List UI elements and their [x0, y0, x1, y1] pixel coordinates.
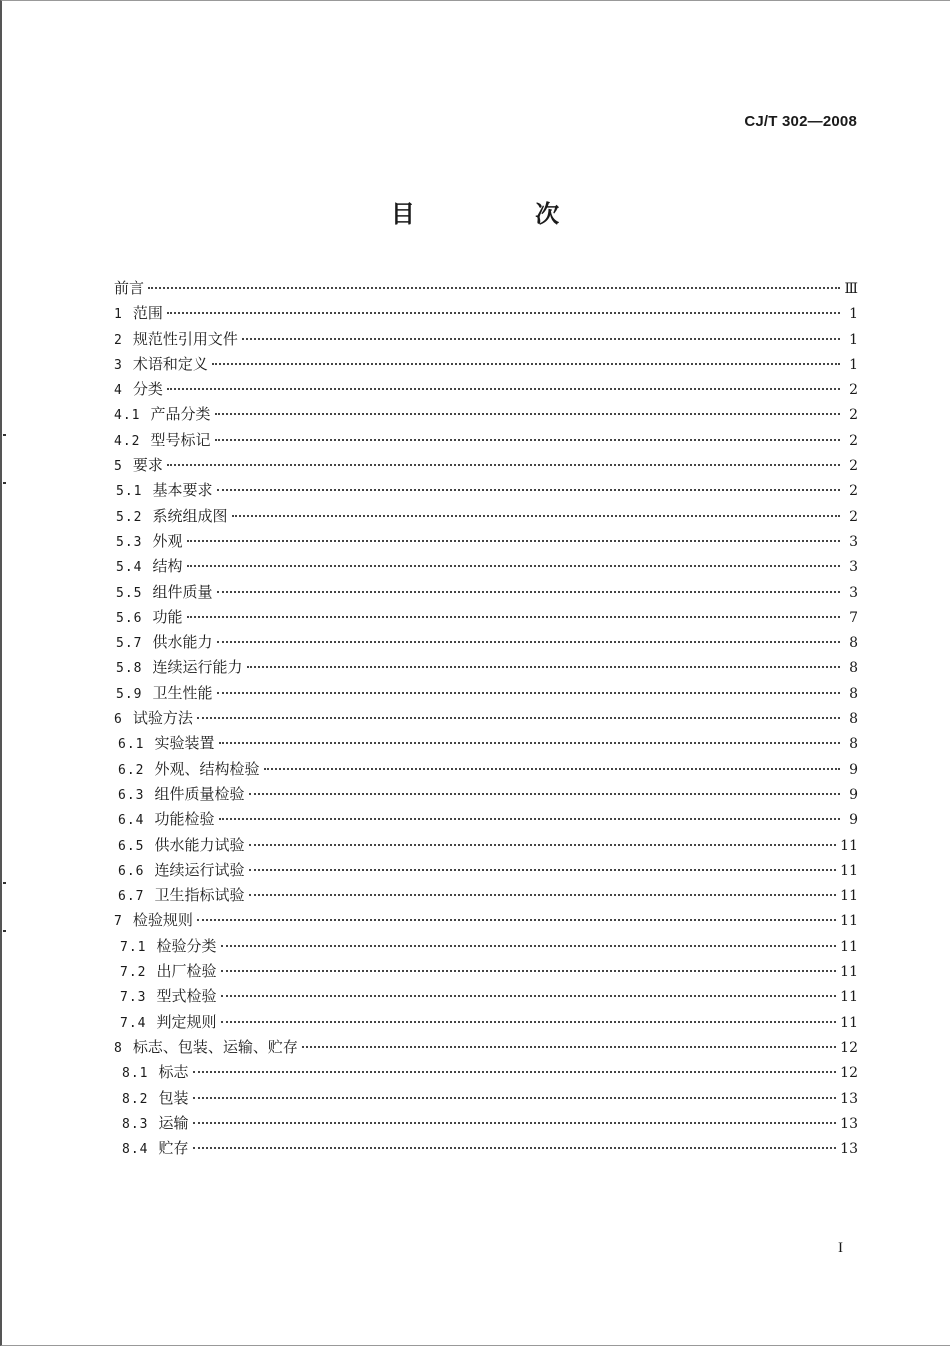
dot-leader [249, 894, 837, 896]
toc-entry-number: 7.1 [120, 939, 147, 955]
toc-entry-label: 检验规则 [132, 911, 193, 930]
toc-entry-page: 1 [849, 331, 858, 348]
dot-leader [193, 1122, 837, 1124]
scan-mark [3, 882, 6, 884]
toc-entry-number: 1 [114, 307, 123, 323]
dot-leader [217, 692, 841, 694]
toc-entry-page: 12 [840, 1065, 858, 1082]
dot-leader [221, 945, 837, 947]
toc-entry-label: 标志 [158, 1063, 189, 1082]
dot-leader [217, 489, 841, 491]
toc-entry [114, 630, 858, 655]
toc-entry-page: 9 [849, 812, 858, 829]
dot-leader [197, 919, 836, 921]
toc-entry-label: 分类 [132, 380, 163, 399]
toc-entry [114, 529, 858, 554]
toc-entry-page: 13 [840, 1090, 858, 1107]
dot-leader [212, 363, 840, 365]
dot-leader [167, 388, 840, 390]
toc-entry-number: 8.1 [122, 1066, 149, 1082]
toc-entry-number: 6.1 [118, 737, 145, 753]
dot-leader [221, 970, 837, 972]
toc-entry-page: 11 [840, 964, 858, 981]
toc-entry [114, 301, 858, 326]
toc-entry-number: 8.4 [122, 1142, 149, 1158]
toc-list [114, 276, 858, 1161]
toc-entry-label: 包装 [158, 1088, 189, 1107]
dot-leader [217, 591, 841, 593]
toc-entry-page: 13 [840, 1141, 858, 1158]
toc-entry-label: 实验装置 [154, 734, 215, 753]
toc-entry [114, 858, 858, 883]
toc-entry-label: 贮存 [158, 1139, 189, 1158]
toc-entry-page: 3 [849, 533, 858, 550]
toc-entry-number: 4.1 [114, 408, 141, 424]
toc-entry [114, 327, 858, 352]
toc-title: 目 次 [390, 200, 616, 228]
toc-entry-number: 5.8 [116, 661, 143, 677]
toc-entry-page: 9 [849, 786, 858, 803]
toc-entry [114, 706, 858, 731]
toc-entry-page: 8 [849, 711, 858, 728]
toc-entry [114, 580, 858, 605]
toc-entry-page: 8 [849, 635, 858, 652]
dot-leader [302, 1046, 836, 1048]
dot-leader [249, 793, 841, 795]
toc-entry-label: 系统组成图 [152, 506, 228, 525]
dot-leader [264, 768, 841, 770]
toc-entry-label: 术语和定义 [132, 354, 208, 373]
toc-entry-page: 2 [849, 432, 858, 449]
toc-entry-label: 外观 [152, 531, 183, 550]
toc-entry-page: 11 [840, 938, 858, 955]
scan-mark [3, 482, 6, 484]
toc-entry-number: 6.4 [118, 813, 145, 829]
toc-entry-label: 判定规则 [156, 1012, 217, 1031]
dot-leader [197, 717, 840, 719]
toc-entry-page: 8 [849, 660, 858, 677]
dot-leader [148, 287, 840, 289]
toc-entry [114, 1060, 858, 1085]
toc-entry-page: 9 [849, 761, 858, 778]
toc-entry-label: 范围 [132, 304, 163, 323]
toc-entry [114, 554, 858, 579]
toc-entry-page: 13 [840, 1115, 858, 1132]
dot-leader [215, 413, 841, 415]
toc-entry [114, 959, 858, 984]
dot-leader [193, 1071, 837, 1073]
toc-entry-page: 2 [849, 458, 858, 475]
toc-entry-label: 组件质量 [152, 582, 213, 601]
toc-entry-number: 6.5 [118, 838, 145, 854]
toc-entry [114, 402, 858, 427]
toc-entry-page: 11 [840, 989, 858, 1006]
toc-entry-label: 供水能力试验 [154, 835, 245, 854]
toc-entry-number: 5.5 [116, 585, 143, 601]
dot-leader [215, 439, 841, 441]
toc-entry-label: 检验分类 [156, 936, 217, 955]
toc-entry-number: 8.3 [122, 1116, 149, 1132]
dot-leader [221, 995, 837, 997]
toc-entry [114, 908, 858, 933]
toc-entry [114, 681, 858, 706]
toc-entry-number: 5 [114, 459, 123, 475]
toc-entry [114, 428, 858, 453]
toc-entry-label: 外观、结构检验 [154, 759, 260, 778]
toc-entry-number: 7.4 [120, 1015, 147, 1031]
toc-entry [114, 655, 858, 680]
toc-entry-page: 2 [849, 407, 858, 424]
toc-entry-number: 6 [114, 712, 123, 728]
toc-entry-label: 连续运行能力 [152, 658, 243, 677]
toc-entry-number: 8.2 [122, 1091, 149, 1107]
toc-entry-number: 7.2 [120, 965, 147, 981]
toc-entry-label: 试验方法 [132, 709, 193, 728]
toc-entry-number: 3 [114, 357, 123, 373]
toc-entry-label: 基本要求 [152, 481, 213, 500]
toc-entry [114, 757, 858, 782]
dot-leader [193, 1147, 837, 1149]
toc-entry-label: 卫生性能 [152, 683, 213, 702]
dot-leader [247, 666, 841, 668]
toc-entry [114, 377, 858, 402]
dot-leader [219, 742, 841, 744]
toc-entry-page: 2 [849, 483, 858, 500]
toc-entry-label: 运输 [158, 1113, 189, 1132]
toc-entry [114, 605, 858, 630]
toc-entry [114, 453, 858, 478]
toc-entry-label: 前言 [114, 279, 145, 297]
toc-entry-number: 5.6 [116, 610, 143, 626]
toc-entry-page: 8 [849, 685, 858, 702]
toc-entry-page: 3 [849, 584, 858, 601]
toc-entry-number: 4 [114, 383, 123, 399]
toc-entry-label: 型号标记 [150, 430, 211, 449]
toc-entry-number: 6.2 [118, 762, 145, 778]
toc-entry-label: 供水能力 [152, 633, 213, 652]
toc-entry-label: 功能检验 [154, 810, 215, 829]
toc-entry-number: 5.1 [116, 484, 143, 500]
dot-leader [187, 540, 841, 542]
toc-entry-label: 卫生指标试验 [154, 886, 245, 905]
toc-entry-page: 1 [849, 356, 858, 373]
page-number: I [838, 1240, 843, 1256]
toc-entry [114, 731, 858, 756]
toc-entry [114, 807, 858, 832]
toc-entry [114, 782, 858, 807]
toc-entry-label: 组件质量检验 [154, 784, 245, 803]
toc-entry [114, 478, 858, 503]
dot-leader [219, 818, 841, 820]
toc-entry [114, 1010, 858, 1035]
dot-leader [242, 338, 840, 340]
toc-entry-page: 7 [849, 609, 858, 626]
toc-entry-page: 11 [840, 888, 858, 905]
toc-entry-page: 2 [849, 508, 858, 525]
scan-mark [3, 434, 6, 436]
toc-entry-number: 6.7 [118, 889, 145, 905]
dot-leader [249, 844, 837, 846]
toc-entry-number: 6.3 [118, 787, 145, 803]
toc-entry-page: 11 [840, 837, 858, 854]
toc-entry-page: 2 [849, 382, 858, 399]
toc-entry-page: 8 [849, 736, 858, 753]
toc-entry-page: 1 [849, 306, 858, 323]
toc-entry-page: 3 [849, 559, 858, 576]
toc-entry-label: 功能 [152, 607, 183, 626]
toc-entry-label: 结构 [152, 557, 183, 576]
toc-entry [114, 1086, 858, 1111]
toc-entry-number: 2 [114, 332, 123, 348]
dot-leader [167, 312, 840, 314]
toc-entry-number: 5.2 [116, 509, 143, 525]
dot-leader [187, 616, 841, 618]
toc-entry-page: Ⅲ [844, 281, 858, 297]
dot-leader [217, 641, 841, 643]
dot-leader [167, 464, 840, 466]
toc-entry-label: 连续运行试验 [154, 860, 245, 879]
scan-mark [3, 930, 6, 932]
toc-entry-number: 5.9 [116, 686, 143, 702]
toc-entry-number: 5.7 [116, 636, 143, 652]
toc-entry [114, 1111, 858, 1136]
toc-entry-page: 11 [840, 913, 858, 930]
toc-entry-number: 4.2 [114, 433, 141, 449]
toc-entry [114, 276, 858, 301]
toc-entry-number: 6.6 [118, 863, 145, 879]
toc-entry [114, 833, 858, 858]
toc-entry [114, 1136, 858, 1161]
toc-entry-label: 产品分类 [150, 405, 211, 424]
toc-entry [114, 984, 858, 1009]
toc-entry-page: 12 [840, 1039, 858, 1056]
toc-entry [114, 883, 858, 908]
toc-entry-number: 5.3 [116, 534, 143, 550]
toc-entry-label: 规范性引用文件 [132, 329, 238, 348]
toc-entry [114, 1035, 858, 1060]
dot-leader [249, 869, 837, 871]
toc-entry-page: 11 [840, 1014, 858, 1031]
dot-leader [193, 1097, 837, 1099]
toc-entry-number: 7 [114, 914, 123, 930]
toc-entry [114, 352, 858, 377]
standard-code: CJ/T 302—2008 [744, 113, 857, 130]
toc-entry-page: 11 [840, 862, 858, 879]
dot-leader [232, 515, 841, 517]
toc-entry [114, 504, 858, 529]
toc-entry-label: 要求 [132, 456, 163, 475]
toc-entry-number: 7.3 [120, 990, 147, 1006]
toc-entry-number: 8 [114, 1040, 123, 1056]
dot-leader [187, 565, 841, 567]
toc-entry-label: 出厂检验 [156, 962, 217, 981]
toc-entry-label: 型式检验 [156, 987, 217, 1006]
dot-leader [221, 1021, 837, 1023]
toc-entry-label: 标志、包装、运输、贮存 [132, 1037, 298, 1056]
toc-entry [114, 934, 858, 959]
toc-entry-number: 5.4 [116, 560, 143, 576]
